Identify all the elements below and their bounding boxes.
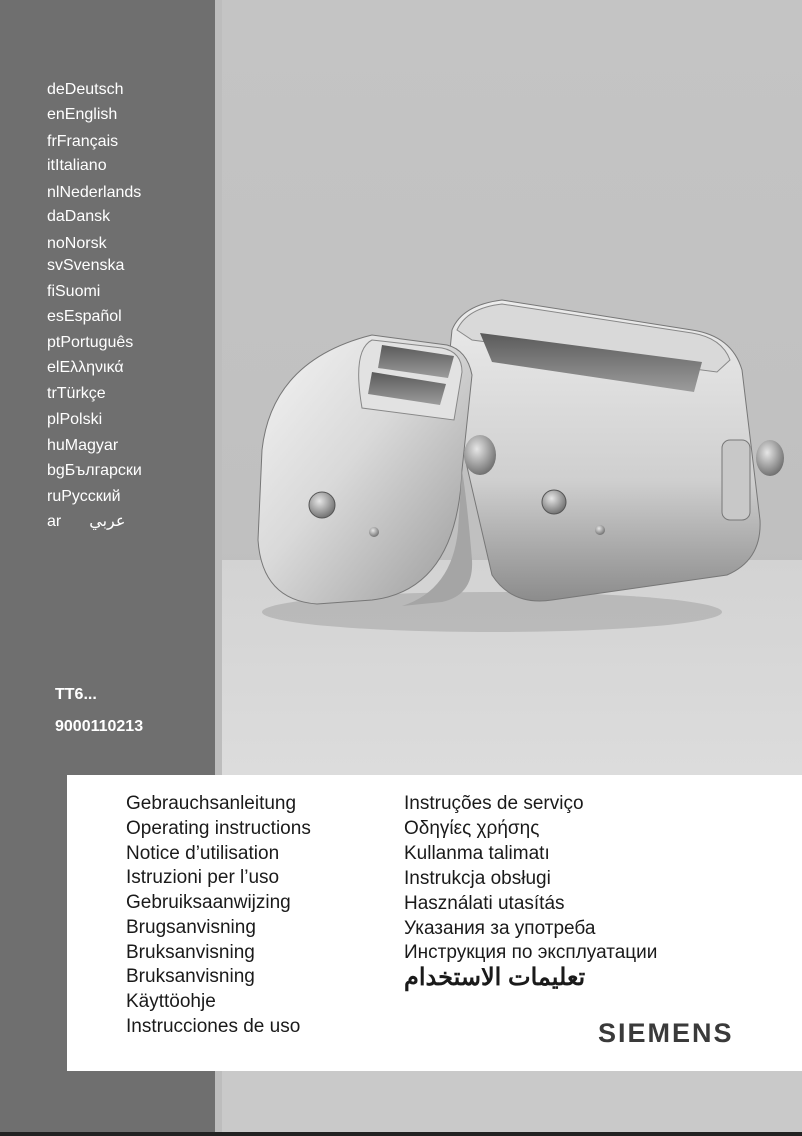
language-item-it: itItaliano [47,157,107,174]
language-item-sv: svSvenska [47,257,125,274]
title-pt: Instruções de serviço [404,793,584,814]
language-item-en: enEnglish [47,106,118,123]
footer-sidebar [0,1071,215,1136]
title-it: Istruzioni per l’uso [126,867,280,888]
title-nl: Gebruiksaanwijzing [126,892,291,913]
title-en: Operating instructions [126,818,311,839]
footer-line [0,1132,802,1136]
title-bg: Указания за употреба [404,918,596,939]
language-item-ru: ruРусский [47,488,121,505]
long-toaster [447,300,784,601]
title-pl: Instrukcja obsługi [404,868,551,889]
short-toaster [258,335,496,606]
language-item-de: deDeutsch [47,81,124,98]
language-item-tr: trTürkçe [47,385,106,402]
language-item-hu: huMagyar [47,437,119,454]
language-item-nl: nlNederlands [47,184,142,201]
product-photo [222,0,802,775]
panel-accent-bar [52,775,67,1071]
title-ru: Инструкция по эксплуатации [404,942,658,963]
title-ar: تعليمات الاستخدام [404,964,586,991]
title-hu: Használati utasítás [404,893,565,914]
language-item-da: daDansk [47,208,111,225]
title-no: Bruksanvisning [126,942,255,963]
language-item-no: noNorsk [47,235,107,252]
title-el: Οδηγίες χρήσης [404,818,540,839]
footer-strip [222,1071,802,1136]
model-info [55,685,143,749]
language-item-fi: fiSuomi [47,283,101,300]
model-number: 9000110213 [55,718,144,735]
language-item-es: esEspañol [47,308,122,325]
toaster-illustration [222,0,802,775]
language-item-bg: bgБългарски [47,462,142,479]
language-item-pt: ptPortuguês [47,334,134,351]
title-tr: Kullanma talimatı [404,843,550,864]
language-item-fr: frFrançais [47,133,119,150]
title-es: Instrucciones de uso [126,1016,301,1037]
title-sv: Bruksanvisning [126,966,255,987]
title-fi: Käyttöohje [126,991,216,1012]
title-da: Brugsanvisning [126,917,256,938]
language-item-ar: ar عربي [47,513,126,530]
title-de: Gebrauchsanleitung [126,793,297,814]
language-item-pl: plPolski [47,411,103,428]
title-fr: Notice d’utilisation [126,843,280,864]
siemens-logo: SIEMENS [598,1018,734,1048]
title-panel [52,775,802,1071]
language-item-el: elΕλληνικά [47,359,124,376]
model-series: TT6... [55,686,97,703]
